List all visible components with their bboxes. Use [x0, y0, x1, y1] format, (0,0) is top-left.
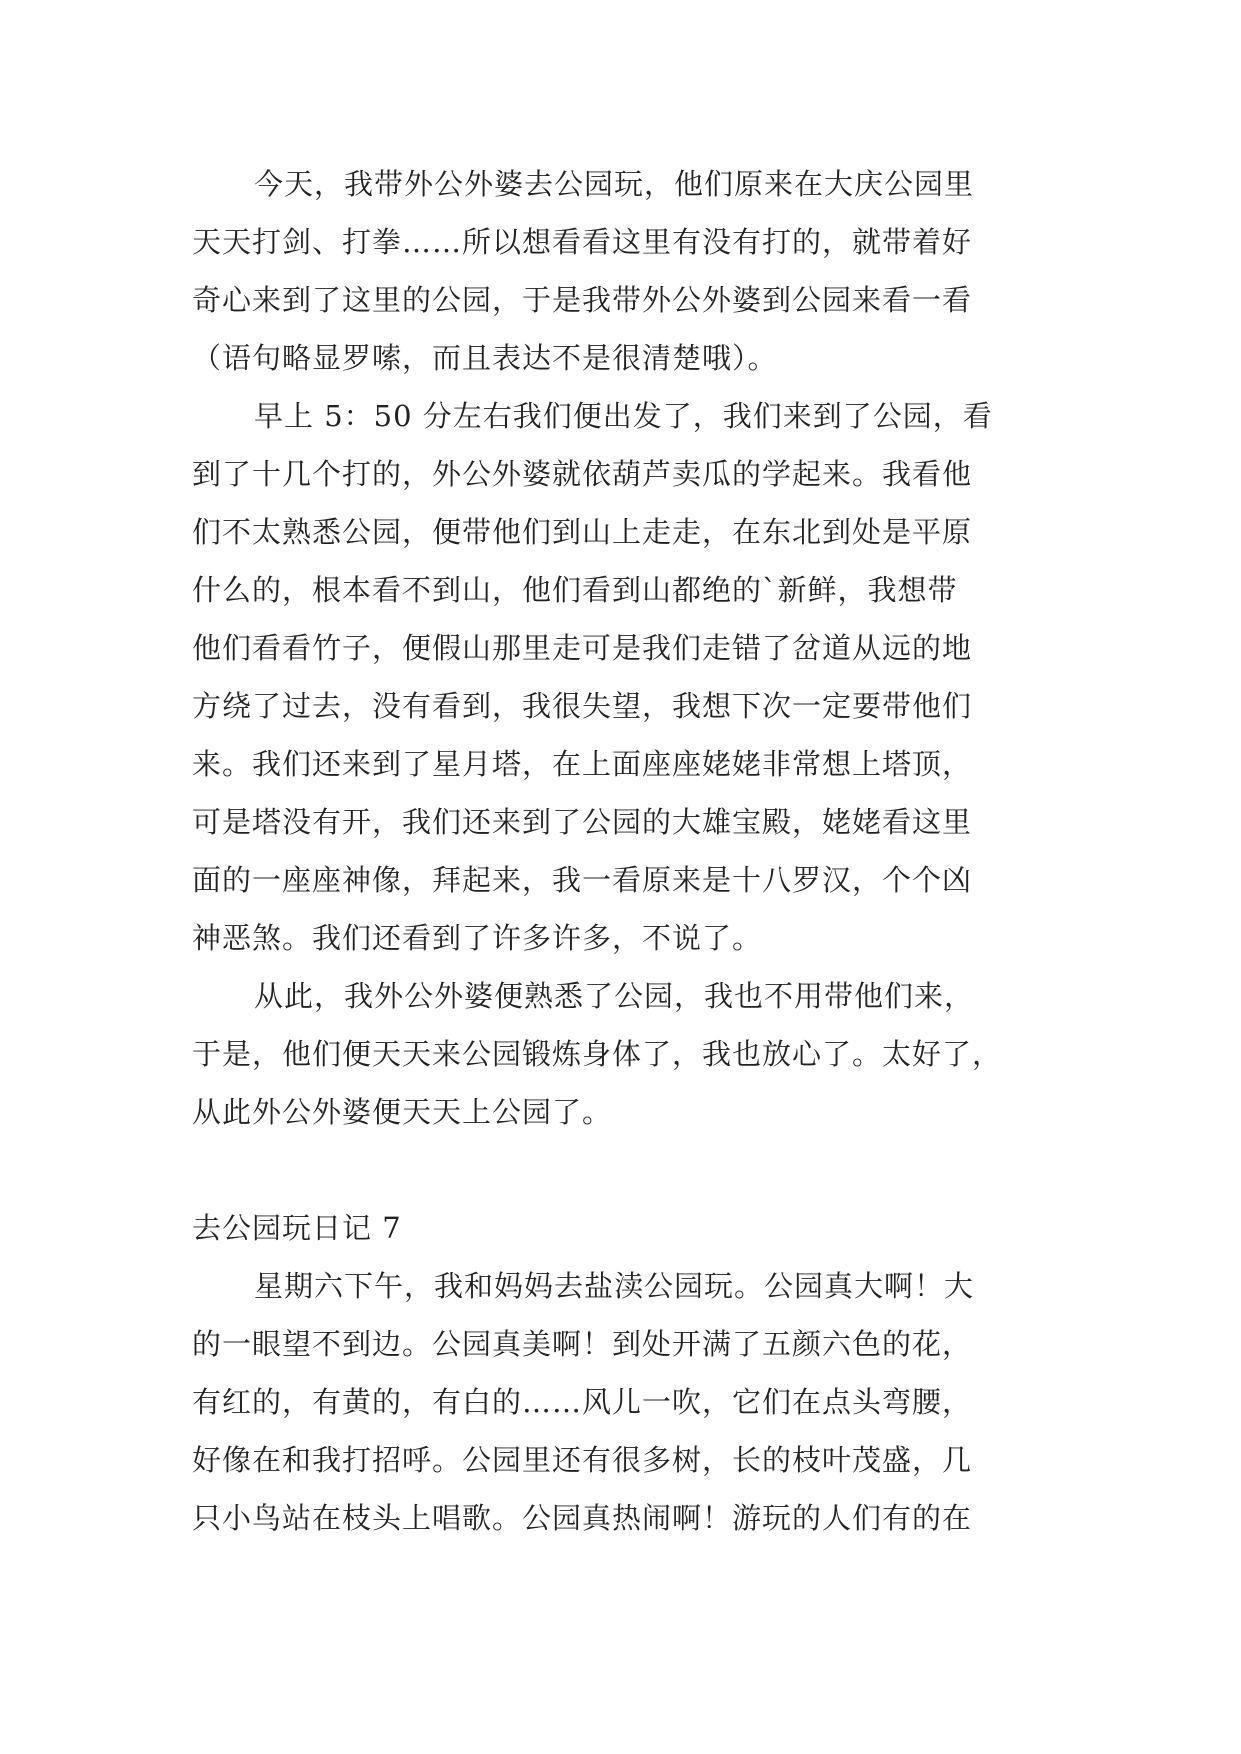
text-line: 今天，我带外公外婆去公园玩，他们原来在大庆公园里 [254, 167, 975, 201]
text-line: 天天打剑、打拳……所以想看看这里有没有打的，就带着好 [192, 225, 973, 259]
document-body [192, 155, 1052, 1547]
blank-line [192, 1141, 1052, 1199]
text-line: 只小鸟站在枝头上唱歌。公园真热闹啊！游玩的人们有的在 [192, 1501, 973, 1535]
paragraph-2 [192, 387, 1052, 967]
text-line: 们不太熟悉公园，便带他们到山上走走，在东北到处是平原 [192, 515, 973, 549]
text-line: 到了十几个打的，外公外婆就依葫芦卖瓜的学起来。我看他 [192, 457, 973, 491]
text-line: （语句略显罗嗦，而且表达不是很清楚哦）。 [192, 341, 778, 375]
section-heading: 去公园玩日记 7 [192, 1211, 402, 1245]
text-line: 来。我们还来到了星月塔，在上面座座姥姥非常想上塔顶， [192, 747, 973, 781]
text-line: 有红的，有黄的，有白的……风儿一吹，它们在点头弯腰， [192, 1385, 973, 1419]
text-line: 面的一座座神像，拜起来，我一看原来是十八罗汉，个个凶 [192, 863, 973, 897]
text-line: 从此，我外公外婆便熟悉了公园，我也不用带他们来， [254, 979, 975, 1013]
text-line: 好像在和我打招呼。公园里还有很多树，长的枝叶茂盛，几 [192, 1443, 973, 1477]
text-line: 的一眼望不到边。公园真美啊！到处开满了五颜六色的花， [192, 1327, 973, 1361]
paragraph-3 [192, 967, 1052, 1141]
text-line: 他们看看竹子，便假山那里走可是我们走错了岔道从远的地 [192, 631, 973, 665]
paragraph-4 [192, 1257, 1052, 1547]
text-line: 星期六下午，我和妈妈去盐渎公园玩。公园真大啊！大 [254, 1269, 975, 1303]
text-line: 从此外公外婆便天天上公园了。 [192, 1095, 613, 1129]
text-line: 于是，他们便天天来公园锻炼身体了，我也放心了。太好了， [192, 1037, 1003, 1071]
text-line: 可是塔没有开，我们还来到了公园的大雄宝殿，姥姥看这里 [192, 805, 973, 839]
text-line: 方绕了过去，没有看到，我很失望，我想下次一定要带他们 [192, 689, 973, 723]
text-line: 什么的，根本看不到山，他们看到山都绝的`新鲜，我想带 [192, 573, 958, 607]
paragraph-1 [192, 155, 1052, 387]
text-line: 早上 5：50 分左右我们便出发了，我们来到了公园，看 [254, 399, 993, 433]
text-line: 神恶煞。我们还看到了许多许多，不说了。 [192, 921, 763, 955]
text-line: 奇心来到了这里的公园，于是我带外公外婆到公园来看一看 [192, 283, 973, 317]
